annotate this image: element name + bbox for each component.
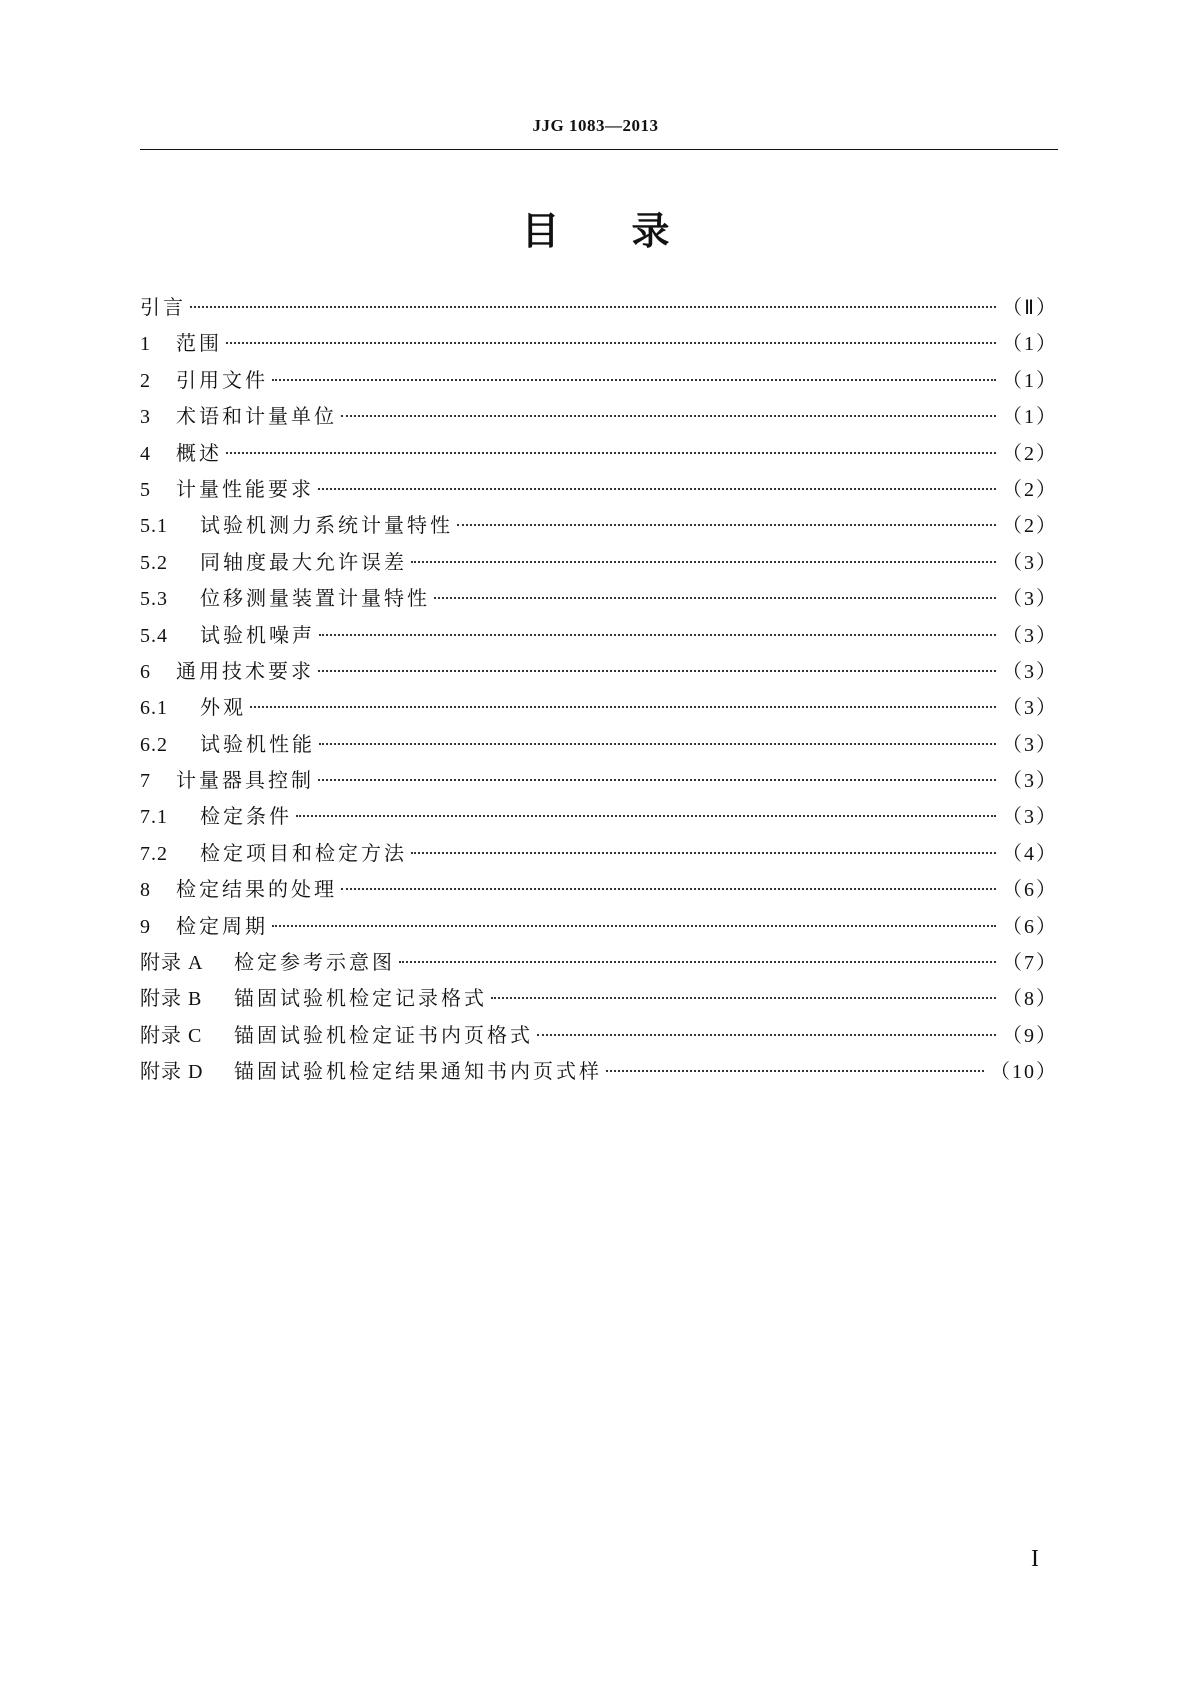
toc-entry[interactable] — [140, 908, 1058, 944]
toc-entry-page: （3） — [1002, 624, 1058, 647]
toc-entry[interactable] — [140, 980, 1058, 1016]
table-of-contents — [140, 289, 1058, 1090]
toc-entry-title: 计量性能要求 — [176, 476, 314, 501]
toc-entry[interactable] — [140, 580, 1058, 616]
toc-entry-page: （3） — [1002, 660, 1058, 683]
toc-entry-page: （10） — [990, 1061, 1058, 1084]
toc-entry-number: 6.2 — [140, 733, 168, 756]
toc-entry-page: （6） — [1002, 879, 1058, 902]
toc-dot-leader — [341, 868, 996, 890]
toc-entry[interactable] — [140, 544, 1058, 580]
toc-dot-leader — [399, 941, 996, 963]
toc-dot-leader — [319, 614, 996, 636]
toc-entry-title: 同轴度最大允许误差 — [200, 549, 407, 574]
toc-entry-number: 3 — [140, 406, 151, 429]
toc-entry-number: 6 — [140, 660, 151, 683]
toc-entry-title: 锚固试验机检定结果通知书内页式样 — [234, 1059, 602, 1084]
toc-entry-page: （3） — [1002, 588, 1058, 611]
toc-dot-leader — [272, 359, 996, 381]
toc-entry-title: 计量器具控制 — [176, 768, 314, 793]
toc-entry-title: 锚固试验机检定记录格式 — [234, 986, 487, 1011]
toc-entry[interactable] — [140, 762, 1058, 798]
toc-entry-page: （2） — [1002, 515, 1058, 538]
toc-entry-title: 检定参考示意图 — [234, 950, 395, 975]
toc-entry-page: （1） — [1002, 369, 1058, 392]
toc-entry-page: （1） — [1002, 406, 1058, 429]
toc-dot-leader — [434, 577, 996, 599]
toc-entry-page: （3） — [1002, 697, 1058, 720]
toc-entry-number: 6.1 — [140, 697, 168, 720]
toc-entry-title: 引言 — [140, 295, 186, 319]
toc-entry-number: 7 — [140, 770, 151, 793]
toc-entry-title: 试验机噪声 — [200, 622, 315, 647]
toc-entry[interactable] — [140, 471, 1058, 507]
toc-entry[interactable] — [140, 325, 1058, 361]
toc-entry[interactable] — [140, 871, 1058, 907]
toc-entry-title: 试验机测力系统计量特性 — [200, 513, 453, 538]
toc-entry-number: 2 — [140, 369, 151, 392]
toc-entry-title: 位移测量装置计量特性 — [200, 586, 430, 611]
toc-entry-page: （7） — [1002, 952, 1058, 975]
toc-entry-title: 引用文件 — [176, 367, 268, 392]
toc-entry[interactable] — [140, 689, 1058, 725]
toc-entry[interactable] — [140, 1053, 1058, 1089]
page-title: 目录 — [521, 209, 742, 253]
toc-entry-title: 检定项目和检定方法 — [200, 840, 407, 865]
toc-dot-leader — [457, 504, 996, 526]
toc-entry-number: 5.4 — [140, 624, 168, 647]
toc-entry[interactable] — [140, 1017, 1058, 1053]
toc-dot-leader — [411, 541, 996, 563]
toc-entry[interactable] — [140, 653, 1058, 689]
toc-entry[interactable] — [140, 726, 1058, 762]
toc-entry-title: 锚固试验机检定证书内页格式 — [234, 1022, 533, 1047]
toc-entry[interactable] — [140, 435, 1058, 471]
toc-dot-leader — [226, 432, 996, 454]
toc-entry[interactable] — [140, 289, 1058, 325]
toc-entry[interactable] — [140, 362, 1058, 398]
toc-entry-number: 5.1 — [140, 515, 168, 538]
toc-entry-number: 附录 A — [140, 952, 204, 975]
toc-entry-title: 术语和计量单位 — [176, 404, 337, 429]
toc-dot-leader — [537, 1014, 996, 1036]
toc-entry-number: 5 — [140, 478, 151, 501]
toc-entry-page: （Ⅱ） — [1002, 297, 1058, 319]
toc-dot-leader — [411, 832, 996, 854]
toc-dot-leader — [491, 977, 996, 999]
toc-dot-leader — [250, 686, 996, 708]
toc-entry-number: 1 — [140, 333, 151, 356]
toc-entry-title: 检定结果的处理 — [176, 877, 337, 902]
toc-dot-leader — [226, 322, 996, 344]
toc-dot-leader — [318, 650, 996, 672]
toc-entry-page: （6） — [1002, 915, 1058, 938]
toc-entry-title: 检定条件 — [200, 804, 292, 829]
toc-dot-leader — [606, 1050, 984, 1072]
toc-dot-leader — [272, 905, 996, 927]
toc-entry-number: 9 — [140, 915, 151, 938]
toc-entry-number: 7.1 — [140, 806, 168, 829]
toc-entry-title: 检定周期 — [176, 913, 268, 938]
toc-entry-number: 附录 D — [140, 1061, 204, 1084]
toc-dot-leader — [296, 795, 996, 817]
toc-entry[interactable] — [140, 617, 1058, 653]
toc-entry-page: （2） — [1002, 442, 1058, 465]
toc-entry-title: 外观 — [200, 695, 246, 720]
toc-entry-page: （3） — [1002, 770, 1058, 793]
toc-entry-page: （1） — [1002, 333, 1058, 356]
toc-entry-number: 7.2 — [140, 842, 168, 865]
toc-entry-number: 附录 B — [140, 988, 203, 1011]
toc-dot-leader — [318, 759, 996, 781]
toc-entry[interactable] — [140, 507, 1058, 543]
document-code-header: JJG 1083—2013 — [532, 116, 659, 135]
toc-entry-title: 范围 — [176, 331, 222, 356]
toc-entry-number: 5.2 — [140, 551, 168, 574]
toc-entry-number: 5.3 — [140, 588, 168, 611]
toc-entry-title: 通用技术要求 — [176, 658, 314, 683]
toc-entry-page: （3） — [1002, 806, 1058, 829]
header-rule — [140, 149, 1058, 150]
toc-entry-number: 4 — [140, 442, 151, 465]
toc-dot-leader — [341, 395, 996, 417]
toc-entry[interactable] — [140, 398, 1058, 434]
toc-entry-page: （3） — [1002, 733, 1058, 756]
toc-entry[interactable] — [140, 798, 1058, 834]
toc-entry-number: 附录 C — [140, 1024, 203, 1047]
toc-dot-leader — [318, 468, 996, 490]
toc-dot-leader — [319, 723, 996, 745]
toc-entry-page: （3） — [1002, 551, 1058, 574]
toc-entry[interactable] — [140, 944, 1058, 980]
toc-entry-title: 试验机性能 — [200, 731, 315, 756]
toc-entry[interactable] — [140, 835, 1058, 871]
page-number: I — [1031, 1546, 1039, 1572]
toc-entry-page: （8） — [1002, 988, 1058, 1011]
toc-entry-number: 8 — [140, 879, 151, 902]
toc-entry-page: （9） — [1002, 1024, 1058, 1047]
toc-entry-title: 概述 — [176, 440, 222, 465]
toc-dot-leader — [190, 286, 996, 308]
toc-entry-page: （2） — [1002, 478, 1058, 501]
toc-entry-page: （4） — [1002, 842, 1058, 865]
